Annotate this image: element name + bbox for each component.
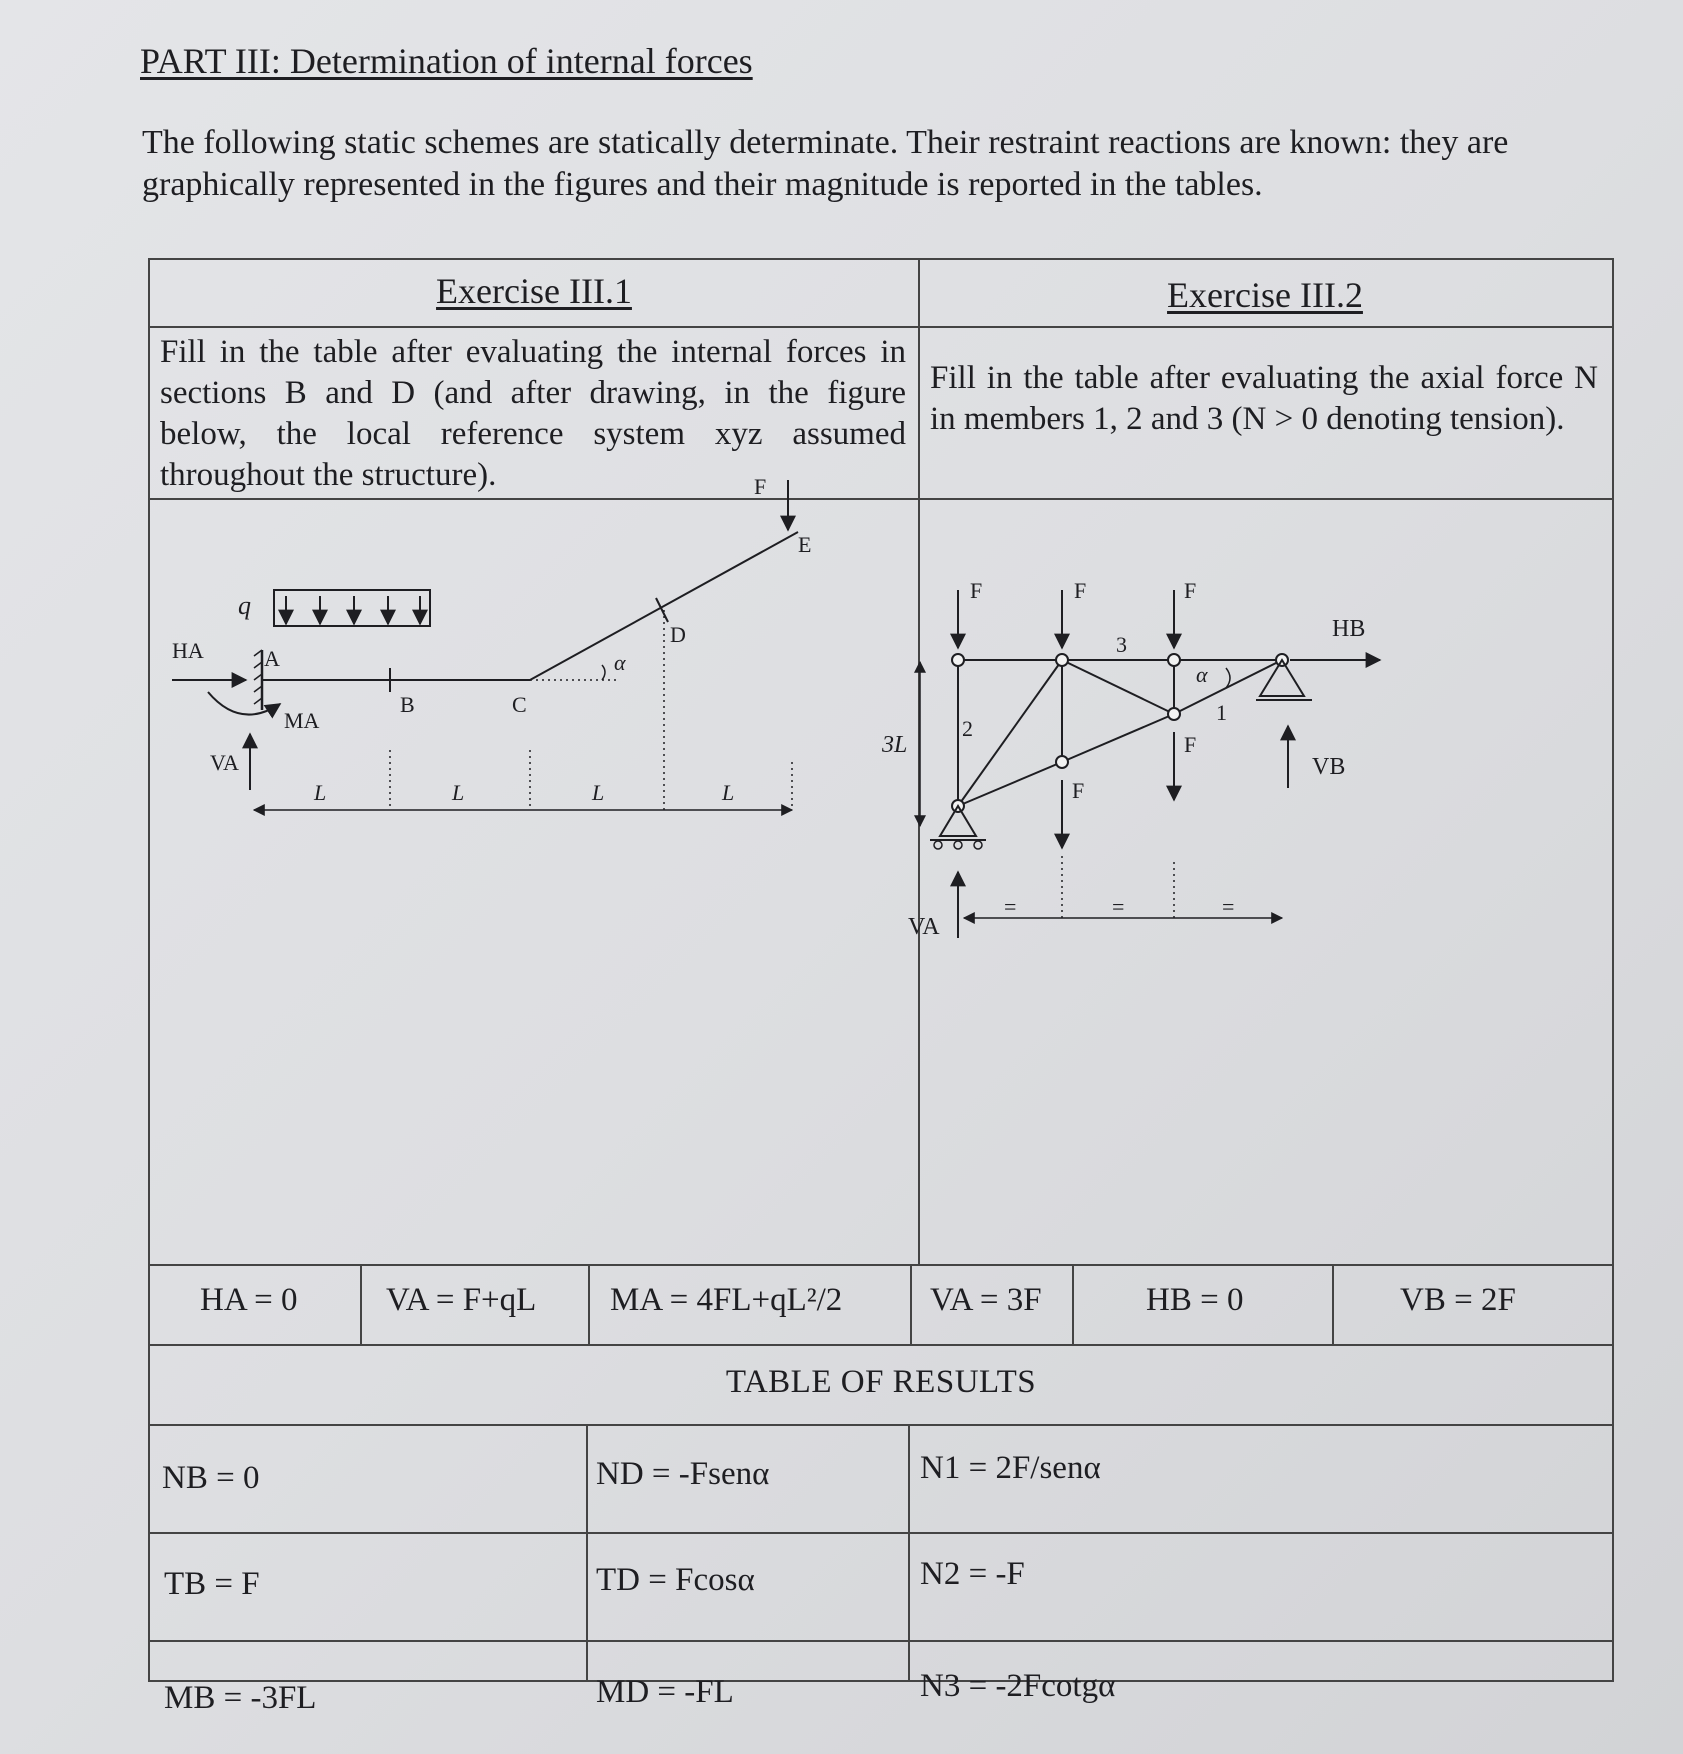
label-f: F: [1184, 578, 1197, 603]
reaction-vb: VB = 2F: [1400, 1282, 1516, 1318]
span-dimension: [964, 894, 1282, 919]
exercise1-figure: [150, 474, 918, 1262]
label-b: B: [400, 692, 415, 717]
label-d: D: [670, 622, 686, 647]
label-f: F: [1184, 732, 1197, 757]
row-divider: [150, 1264, 1612, 1266]
member-3-label: 3: [1116, 632, 1127, 657]
label-f: F: [754, 474, 767, 499]
label-equal: =: [1222, 894, 1235, 919]
label-f: F: [970, 578, 983, 603]
label-equal: =: [1004, 894, 1017, 919]
cell-divider: [910, 1264, 912, 1344]
exercise2-title: Exercise III.2: [1167, 275, 1363, 315]
cell-divider: [1072, 1264, 1074, 1344]
row-divider: [150, 1532, 1612, 1534]
label-l: L: [314, 780, 327, 805]
reaction-ma: MA = 4FL+qL²/2: [610, 1282, 843, 1318]
result-n2: N2 = -F: [920, 1556, 1025, 1592]
truss: [958, 660, 1282, 806]
intro-paragraph: The following static schemes are statically determinate. Their restraint reactions are known: they are graphically represented in the figures and their magnitude is reported in the tables.: [142, 124, 1509, 203]
result-mb: MB = -3FL: [164, 1680, 317, 1716]
cell-divider: [586, 1424, 588, 1680]
label-f: F: [1074, 578, 1087, 603]
label-alpha: α: [614, 650, 626, 675]
member-1-label: 1: [1216, 700, 1227, 725]
exercise2-figure: [882, 500, 1610, 1262]
row-divider: [150, 1424, 1612, 1426]
cell-divider: [588, 1264, 590, 1344]
ma-arrow: [208, 692, 280, 715]
exercise1-title: Exercise III.1: [436, 271, 632, 311]
label-e: E: [798, 532, 812, 557]
label-ha: HA: [172, 638, 204, 663]
cell-divider: [360, 1264, 362, 1344]
member-2-label: 2: [962, 716, 973, 741]
page-title: PART III: Determination of internal forces: [140, 41, 753, 81]
cell-divider: [908, 1424, 910, 1680]
label-a: A: [264, 646, 280, 671]
row-divider: [150, 1640, 1612, 1642]
label-ma: MA: [284, 708, 320, 733]
reaction-ha: HA = 0: [200, 1282, 298, 1318]
label-va: VA: [908, 914, 940, 940]
label-l: L: [722, 780, 735, 805]
result-nb: NB = 0: [162, 1460, 260, 1496]
label-vb: VB: [1312, 754, 1346, 780]
force-f-arrows: [958, 590, 1174, 848]
label-hb: HB: [1332, 616, 1366, 642]
label-l: L: [592, 780, 605, 805]
label-f: F: [1072, 778, 1085, 803]
result-n1: N1 = 2F/senα: [920, 1450, 1101, 1486]
beam: [262, 532, 798, 680]
label-va: VA: [210, 750, 239, 775]
fixed-support: [254, 650, 262, 710]
exercise-table: [148, 258, 1614, 1716]
label-3l: 3L: [882, 732, 908, 758]
result-tb: TB = F: [164, 1566, 260, 1602]
result-nd: ND = -Fsenα: [596, 1456, 770, 1492]
label-q: q: [238, 591, 251, 620]
row-divider: [150, 326, 1612, 328]
reaction-hb: HB = 0: [1146, 1282, 1244, 1318]
label-alpha: α: [1196, 662, 1208, 687]
reaction-va-1: VA = F+qL: [386, 1282, 537, 1318]
label-c: C: [512, 692, 527, 717]
row-divider: [150, 1344, 1612, 1346]
result-td: TD = Fcosα: [596, 1562, 755, 1598]
exercise2-description: Fill in the table after evaluating the axial force N in members 1, 2 and 3 (N > 0 denoting tension).: [930, 360, 1598, 437]
exercise1-description: Fill in the table after evaluating the internal forces in sections B and D (and after drawing, in the figure below, the local reference system xyz assumed throughout the structure).: [160, 334, 906, 493]
label-equal: =: [1112, 894, 1125, 919]
result-md: MD = -FL: [596, 1674, 734, 1710]
distributed-load: [274, 590, 430, 626]
cell-divider: [1332, 1264, 1334, 1344]
reaction-va-2: VA = 3F: [930, 1282, 1042, 1318]
results-title: TABLE OF RESULTS: [725, 1364, 1037, 1400]
dimension-line: [254, 780, 792, 810]
result-n3: N3 = -2Fcotgα: [920, 1668, 1116, 1704]
label-l: L: [452, 780, 465, 805]
